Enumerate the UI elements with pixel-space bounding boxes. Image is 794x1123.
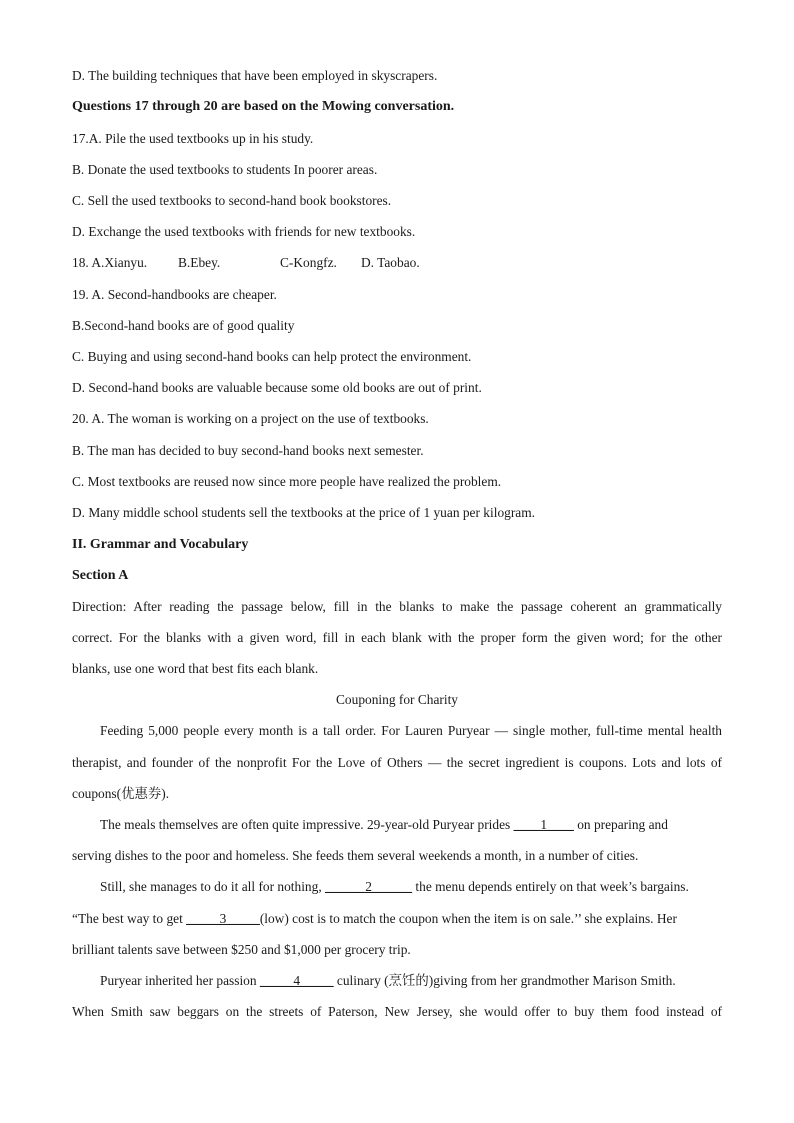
q18-option-a: 18. A.Xianyu. [72, 255, 148, 270]
section-a-heading: Section A [72, 568, 129, 583]
passage-p3-line-2 [72, 910, 722, 928]
passage-title: Couponing for Charity [336, 692, 458, 707]
p2-text-b: on preparing and [573, 817, 668, 832]
blank-1: ____1____ [513, 817, 574, 832]
passage-p4-line-2: When Smith saw beggars on the streets of Paterson, New Jersey, she would offer to buy them food instead of [72, 1004, 722, 1019]
q19-option-b: B.Second-hand books are of good quality [72, 318, 295, 333]
q17-option-c: C. Sell the used textbooks to second-hand book bookstores. [72, 193, 392, 208]
q17-20-header: Questions 17 through 20 are based on the Mowing conversation. [72, 99, 455, 114]
q19-option-d: D. Second-hand books are valuable because some old books are out of print. [72, 380, 482, 395]
q20-option-c: C. Most textbooks are reused now since more people have realized the problem. [72, 474, 502, 489]
p3-text-c: “The best way to get [72, 911, 187, 926]
q20-option-d: D. Many middle school students sell the textbooks at the price of 1 yuan per kilogram. [72, 505, 535, 520]
passage-p2-line-2: serving dishes to the poor and homeless. She feeds them several weekends a month, in a number of cities. [72, 848, 639, 863]
q18-option-b: B.Ebey. [178, 255, 221, 270]
direction-line-1: Direction: After reading the passage below, fill in the blanks to make the passage coherent an grammatically [72, 599, 722, 614]
q20-option-a: 20. A. The woman is working on a project on the use of textbooks. [72, 411, 429, 426]
q17-option-d: D. Exchange the used textbooks with friends for new textbooks. [72, 224, 416, 239]
passage-p2-line-1 [100, 816, 722, 834]
q16-option-d: D. The building techniques that have been employed in skyscrapers. [72, 68, 438, 83]
q18-option-c: C-Kongfz. [280, 255, 337, 270]
passage-p1-line-3: coupons(优惠券). [72, 786, 170, 801]
p2-text-a: The meals themselves are often quite impressive. 29-year-old Puryear prides [100, 817, 514, 832]
passage-p1-line-1: Feeding 5,000 people every month is a tall order. For Lauren Puryear — single mother, full-time mental health [100, 723, 722, 738]
q18-option-d: D. Taobao. [361, 255, 420, 270]
blank-3: _____3_____ [186, 911, 260, 926]
passage-p1-line-2: therapist, and founder of the nonprofit For the Love of Others — the secret ingredient is coupons. Lots and lots of [72, 755, 722, 770]
passage-p4-line-1 [100, 972, 722, 990]
p3-text-a: Still, she manages to do it all for nothing, [100, 879, 326, 894]
p3-text-d: (low) cost is to match the coupon when the item is on sale.’’ she explains. Her [259, 911, 677, 926]
blank-4: _____4_____ [259, 973, 334, 988]
q18-options [72, 254, 722, 272]
q20-option-b: B. The man has decided to buy second-hand books next semester. [72, 443, 424, 458]
blank-2: ______2______ [325, 879, 413, 894]
p4-text-b: culinary (烹饪的)giving from her grandmother Marison Smith. [333, 973, 676, 988]
q19-option-c: C. Buying and using second-hand books can help protect the environment. [72, 349, 472, 364]
p3-text-b: the menu depends entirely on that week’s bargains. [412, 879, 689, 894]
passage-p3-line-3: brilliant talents save between $250 and $1,000 per grocery trip. [72, 942, 411, 957]
p4-text-a: Puryear inherited her passion [100, 973, 260, 988]
direction-line-2: correct. For the blanks with a given word, fill in each blank with the proper form the given word; for the other [72, 630, 722, 645]
q17-option-a: 17.A. Pile the used textbooks up in his study. [72, 131, 314, 146]
passage-p3-line-1 [100, 878, 722, 896]
q17-option-b: B. Donate the used textbooks to students In poorer areas. [72, 162, 378, 177]
q19-option-a: 19. A. Second-handbooks are cheaper. [72, 287, 277, 302]
section-title: II. Grammar and Vocabulary [72, 537, 249, 552]
direction-line-3: blanks, use one word that best fits each blank. [72, 661, 319, 676]
